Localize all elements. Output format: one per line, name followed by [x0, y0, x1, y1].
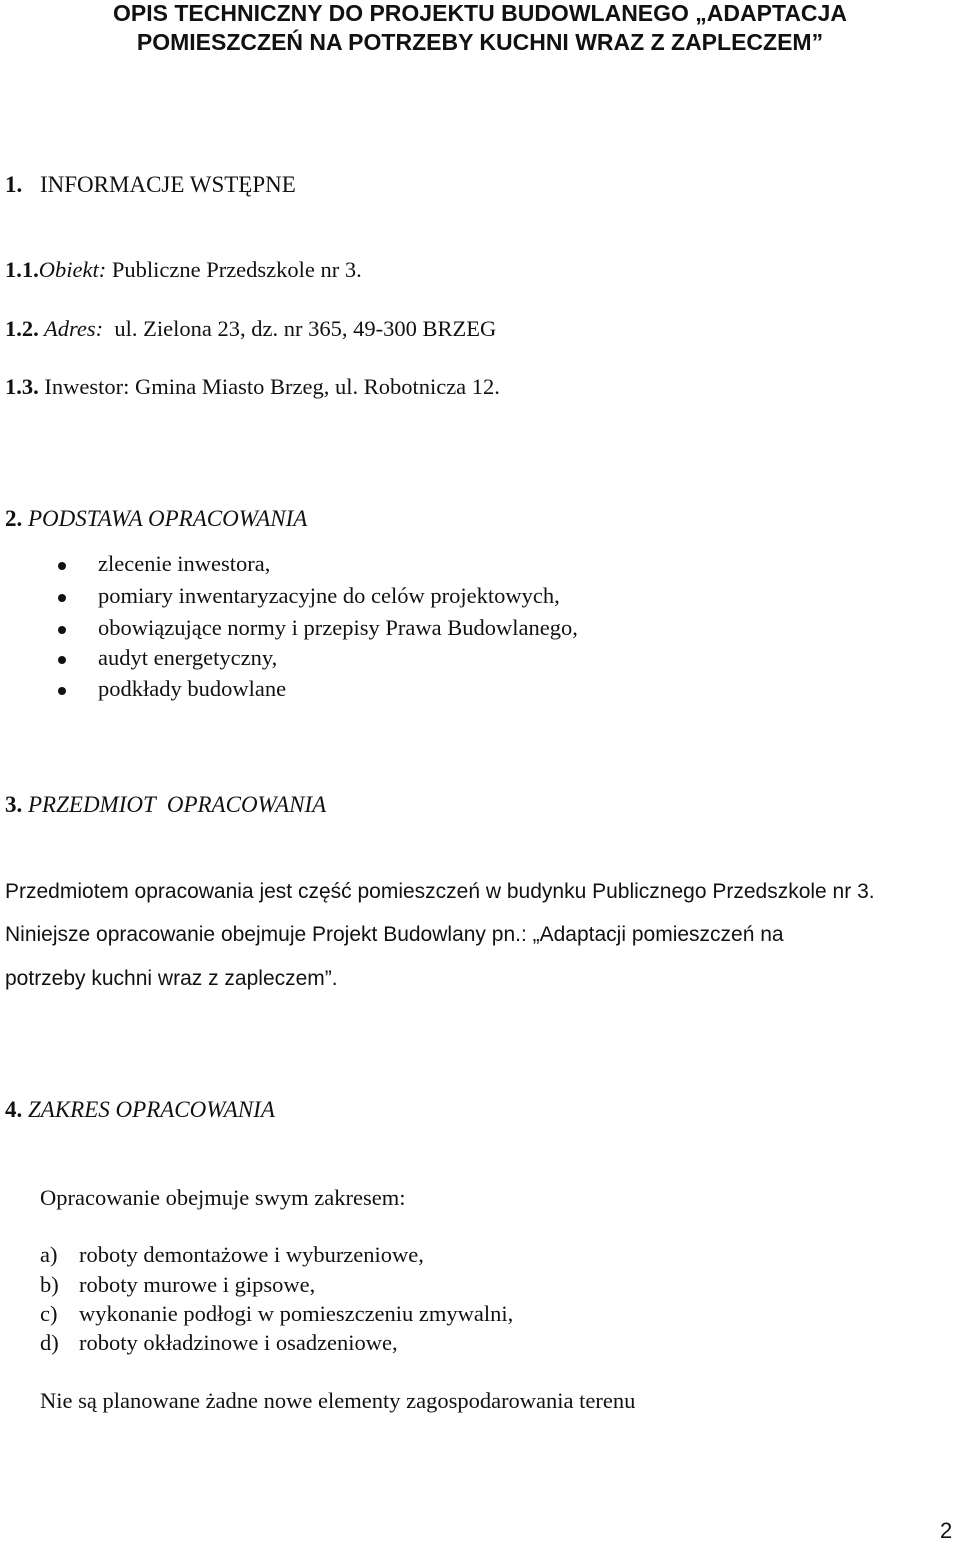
section-1-title: INFORMACJE WSTĘPNE	[40, 172, 296, 197]
list-item-text: roboty murowe i gipsowe,	[79, 1272, 316, 1297]
document-title-line-2: POMIESZCZEŃ NA POTRZEBY KUCHNI WRAZ Z ZAPLECZEM”	[136, 29, 824, 55]
document-title-line-1: OPIS TECHNICZNY DO PROJEKTU BUDOWLANEGO „ADAPTACJA	[113, 0, 847, 26]
info-item-investor	[5, 374, 500, 400]
bullet-icon	[58, 594, 66, 602]
paragraph-line: potrzeby kuchni wraz z zapleczem”.	[5, 967, 338, 990]
bullet-icon	[58, 626, 66, 634]
bullet-icon	[58, 656, 66, 664]
list-item-text: pomiary inwentaryzacyjne do celów projektowych,	[98, 583, 560, 608]
section-4-heading	[5, 1097, 275, 1123]
list-item-text: roboty okładzinowe i osadzeniowe,	[79, 1330, 398, 1355]
section-1-heading	[5, 172, 296, 198]
list-item-text: podkłady budowlane	[98, 676, 287, 701]
section-2-heading	[5, 506, 307, 532]
list-item-text: roboty demontażowe i wyburzeniowe,	[79, 1242, 424, 1267]
section-3-title: PRZEDMIOT OPRACOWANIA	[22, 792, 327, 817]
info-item-value: ul. Zielona 23, dz. nr 365, 49-300 BRZEG	[103, 316, 497, 341]
list-item-mark: c)	[40, 1301, 58, 1326]
section-3-number: 3.	[5, 792, 23, 817]
list-item-mark: d)	[40, 1330, 59, 1355]
list-item-text: obowiązujące normy i przepisy Prawa Budowlanego,	[98, 615, 578, 640]
paragraph-line: Przedmiotem opracowania jest część pomieszczeń w budynku Publicznego Przedszkole nr 3.	[5, 880, 875, 903]
list-item-text: audyt energetyczny,	[98, 645, 278, 670]
list-item-text: zlecenie inwestora,	[98, 551, 271, 576]
paragraph-line: Niniejsze opracowanie obejmuje Projekt Budowlany pn.: „Adaptacji pomieszczeń na	[5, 923, 784, 946]
section-2-number: 2.	[5, 506, 23, 531]
info-item-address	[5, 316, 496, 342]
list-item-mark: b)	[40, 1272, 59, 1297]
section-2-title: PODSTAWA OPRACOWANIA	[22, 506, 308, 531]
section-1-number: 1.	[5, 172, 23, 197]
scope-note: Nie są planowane żadne nowe elementy zagospodarowania terenu	[40, 1388, 636, 1413]
info-item-number: 1.2.	[5, 316, 39, 341]
info-item-label: Adres:	[38, 316, 104, 341]
bullet-icon	[58, 562, 66, 570]
section-4-number: 4.	[5, 1097, 23, 1122]
info-item-label: Obiekt:	[38, 257, 107, 282]
section-3-heading	[5, 792, 326, 818]
info-item-number: 1.1.	[5, 257, 39, 282]
scope-intro: Opracowanie obejmuje swym zakresem:	[40, 1185, 406, 1210]
info-item-object	[5, 257, 362, 283]
info-item-value: Publiczne Przedszkole nr 3.	[106, 257, 362, 282]
bullet-icon	[58, 687, 66, 695]
section-4-title: ZAKRES OPRACOWANIA	[22, 1097, 275, 1122]
info-item-value: Inwestor: Gmina Miasto Brzeg, ul. Robotnicza 12.	[38, 374, 500, 399]
list-item-mark: a)	[40, 1242, 58, 1267]
page-number: 2	[940, 1518, 953, 1543]
info-item-number: 1.3.	[5, 374, 39, 399]
list-item-text: wykonanie podłogi w pomieszczeniu zmywalni,	[79, 1301, 514, 1326]
